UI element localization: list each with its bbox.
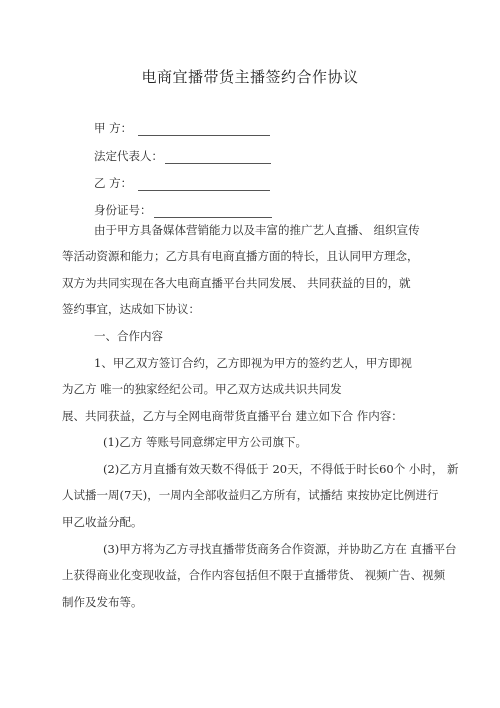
- item-2-line-3: 甲乙收益分配。: [62, 515, 143, 529]
- clause-1-line-2: 为乙方 唯一的独家经纪公司。甲乙双方达成共识共同发: [62, 382, 342, 396]
- party-a-field: [94, 120, 270, 136]
- id-number-label: 身份证号：: [94, 203, 152, 217]
- party-b-label: 乙 方：: [94, 176, 133, 190]
- legal-representative-line[interactable]: [165, 151, 271, 164]
- item-1-line-1: (1)乙方 等账号同意绑定甲方公司旗下。: [103, 435, 307, 449]
- clause-1-line-1: 1、甲乙双方签订合约，乙方即视为甲方的签约艺人，甲方即视: [94, 356, 412, 370]
- party-a-label: 甲 方：: [94, 121, 133, 135]
- legal-representative-field: [94, 148, 271, 164]
- clause-1-line-3: 展、共同获益，乙方与全网电商带货直播平台 建立如下合 作内容：: [62, 409, 403, 423]
- section-heading-cooperation: 一、合作内容: [94, 329, 163, 343]
- intro-line-4: 签约事宜，达成如下协议：: [62, 302, 200, 316]
- intro-line-1: 由于甲方具备媒体营销能力以及丰富的推广艺人直播、 组织宣传: [94, 223, 420, 237]
- party-b-field: [94, 175, 270, 191]
- legal-representative-label: 法定代表人：: [94, 149, 163, 163]
- party-a-line[interactable]: [138, 123, 270, 136]
- item-2-line-2: 人试播一周(7天)，一周内全部收益归乙方所有，试播结 束按协定比例进行: [62, 488, 439, 502]
- party-b-line[interactable]: [138, 178, 270, 191]
- id-number-field: [94, 202, 272, 218]
- intro-line-3: 双方为共同实现在各大电商直播平台共同发展、 共同获益的目的，就: [62, 276, 411, 290]
- intro-line-2: 等活动资源和能力；乙方具有电商直播方面的特长，且认同甲方理念，: [62, 249, 419, 263]
- id-number-line[interactable]: [154, 205, 272, 218]
- document-title: 电商宜播带货主播签约合作协议: [141, 68, 359, 86]
- item-3-line-2: 上获得商业化变现收益，合作内容包括但不限于直播带货、 视频广告、视频: [62, 568, 446, 582]
- item-3-line-1: (3)甲方将为乙方寻找直播带货商务合作资源，并协助乙方在 直播平台: [103, 542, 457, 556]
- item-3-line-3: 制作及发布等。: [62, 595, 143, 609]
- item-2-line-1: (2)乙方月直播有效天数不得低于 20天，不得低于时长60个 小时， 新: [103, 462, 459, 476]
